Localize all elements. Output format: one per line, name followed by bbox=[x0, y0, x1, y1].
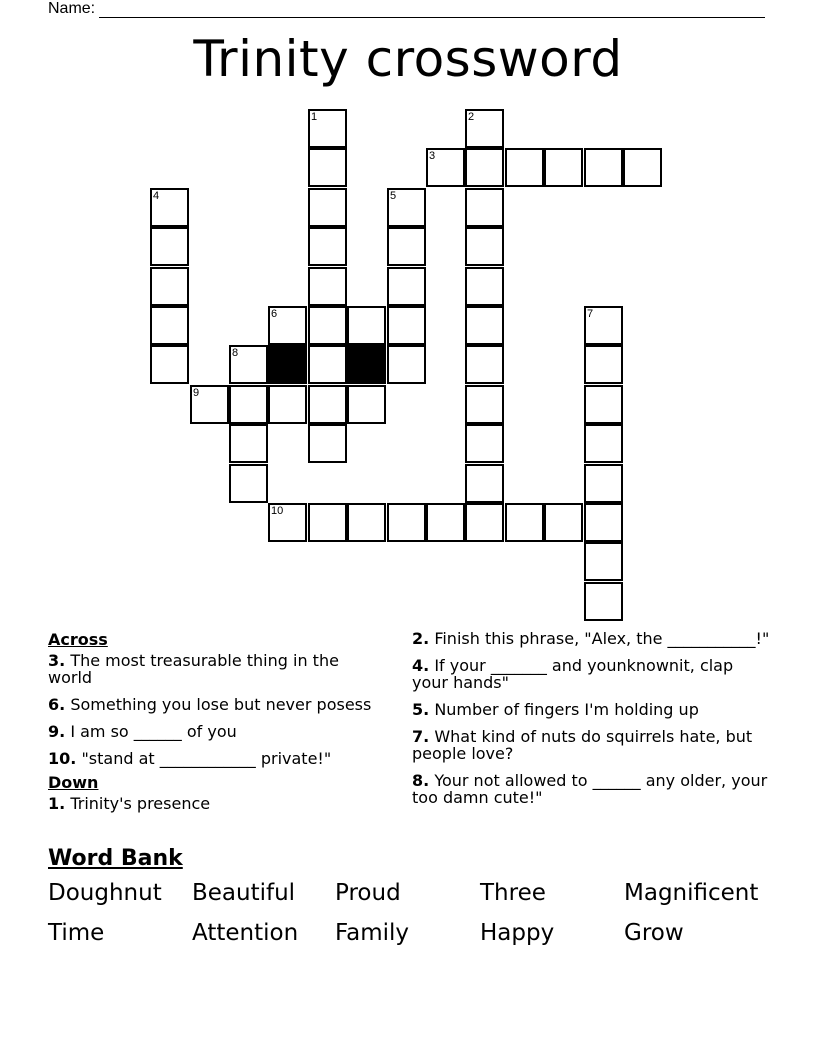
clue-number: 5. bbox=[412, 700, 430, 719]
crossword-cell[interactable] bbox=[268, 306, 307, 345]
crossword-block-cell bbox=[347, 345, 386, 384]
clue-number: 1. bbox=[48, 794, 66, 813]
crossword-cell[interactable] bbox=[584, 345, 623, 384]
crossword-cell[interactable] bbox=[584, 385, 623, 424]
cell-number: 9 bbox=[193, 387, 200, 399]
name-field[interactable] bbox=[48, 0, 765, 18]
clue-down-1 bbox=[48, 795, 388, 812]
clue-text: What kind of nuts do squirrels hate, but people love? bbox=[412, 727, 753, 763]
word-bank-item: Proud bbox=[335, 880, 401, 906]
crossword-cell[interactable] bbox=[268, 503, 307, 542]
clue-down-4 bbox=[412, 657, 772, 691]
crossword-cell[interactable] bbox=[465, 188, 504, 227]
clue-text: If your _______ and younknownit, clap your hands" bbox=[412, 656, 734, 692]
clue-text: Your not allowed to ______ any older, your too damn cute!" bbox=[412, 771, 768, 807]
clue-down-5 bbox=[412, 701, 772, 718]
crossword-cell[interactable] bbox=[387, 306, 426, 345]
cell-number: 6 bbox=[271, 308, 278, 320]
name-underline[interactable] bbox=[99, 3, 765, 18]
clue-number: 4. bbox=[412, 656, 430, 675]
crossword-cell[interactable] bbox=[465, 148, 504, 187]
crossword-cell[interactable] bbox=[308, 424, 347, 463]
clue-number: 3. bbox=[48, 651, 66, 670]
clue-down-8 bbox=[412, 772, 772, 806]
clues-right-column bbox=[412, 630, 772, 816]
crossword-cell[interactable] bbox=[229, 424, 268, 463]
clue-text: The most treasurable thing in the world bbox=[48, 651, 339, 687]
cell-number: 7 bbox=[587, 308, 594, 320]
crossword-cell[interactable] bbox=[308, 188, 347, 227]
clue-down-2 bbox=[412, 630, 772, 647]
crossword-cell[interactable] bbox=[505, 148, 544, 187]
crossword-cell[interactable] bbox=[426, 148, 465, 187]
word-bank-title: Word Bank bbox=[48, 846, 183, 871]
cell-number: 8 bbox=[232, 347, 239, 359]
crossword-cell[interactable] bbox=[465, 267, 504, 306]
crossword-cell[interactable] bbox=[465, 503, 504, 542]
crossword-cell[interactable] bbox=[229, 345, 268, 384]
clue-down-7 bbox=[412, 728, 772, 762]
word-bank-item: Three bbox=[480, 880, 546, 906]
cell-number: 1 bbox=[311, 111, 318, 123]
crossword-cell[interactable] bbox=[308, 385, 347, 424]
crossword-cell[interactable] bbox=[308, 306, 347, 345]
crossword-cell[interactable] bbox=[308, 345, 347, 384]
clue-text: I am so ______ of you bbox=[70, 722, 237, 741]
crossword-cell[interactable] bbox=[150, 188, 189, 227]
clue-text: "stand at ____________ private!" bbox=[81, 749, 332, 768]
crossword-cell[interactable] bbox=[150, 306, 189, 345]
crossword-cell[interactable] bbox=[584, 424, 623, 463]
clue-number: 8. bbox=[412, 771, 430, 790]
clue-number: 2. bbox=[412, 629, 430, 648]
word-bank-item: Grow bbox=[624, 920, 684, 946]
crossword-cell[interactable] bbox=[465, 306, 504, 345]
clue-text: Number of fingers I'm holding up bbox=[434, 700, 699, 719]
page-title: Trinity crossword bbox=[193, 30, 623, 88]
crossword-cell[interactable] bbox=[544, 148, 583, 187]
clue-across-9 bbox=[48, 723, 388, 740]
word-bank-item: Attention bbox=[192, 920, 299, 946]
crossword-cell[interactable] bbox=[150, 345, 189, 384]
crossword-cell[interactable] bbox=[465, 345, 504, 384]
clue-number: 6. bbox=[48, 695, 66, 714]
clue-number: 9. bbox=[48, 722, 66, 741]
clues-left-column bbox=[48, 630, 388, 822]
crossword-cell[interactable] bbox=[544, 503, 583, 542]
crossword-cell[interactable] bbox=[308, 227, 347, 266]
word-bank-item: Happy bbox=[480, 920, 555, 946]
clue-text: Trinity's presence bbox=[70, 794, 211, 813]
crossword-cell[interactable] bbox=[623, 148, 662, 187]
crossword-cell[interactable] bbox=[229, 464, 268, 503]
crossword-cell[interactable] bbox=[505, 503, 544, 542]
cell-number: 4 bbox=[153, 190, 160, 202]
crossword-cell[interactable] bbox=[190, 385, 229, 424]
word-bank bbox=[48, 880, 788, 946]
clue-across-3 bbox=[48, 652, 388, 686]
clue-across-10 bbox=[48, 750, 388, 767]
crossword-cell[interactable] bbox=[150, 267, 189, 306]
crossword-cell[interactable] bbox=[584, 582, 623, 621]
crossword-cell[interactable] bbox=[426, 503, 465, 542]
across-heading: Across bbox=[48, 630, 108, 649]
crossword-cell[interactable] bbox=[347, 385, 386, 424]
crossword-cell[interactable] bbox=[465, 227, 504, 266]
crossword-cell[interactable] bbox=[584, 542, 623, 581]
word-bank-item: Family bbox=[335, 920, 410, 946]
crossword-cell[interactable] bbox=[387, 227, 426, 266]
cell-number: 5 bbox=[390, 190, 397, 202]
crossword-cell[interactable] bbox=[584, 306, 623, 345]
word-bank-item: Magnificent bbox=[624, 880, 759, 906]
word-bank-item: Time bbox=[48, 920, 105, 946]
crossword-cell[interactable] bbox=[387, 188, 426, 227]
crossword-cell[interactable] bbox=[465, 109, 504, 148]
crossword-cell[interactable] bbox=[584, 464, 623, 503]
crossword-cell[interactable] bbox=[268, 385, 307, 424]
crossword-cell[interactable] bbox=[584, 503, 623, 542]
cell-number: 10 bbox=[271, 505, 284, 517]
crossword-cell[interactable] bbox=[347, 503, 386, 542]
clue-number: 10. bbox=[48, 749, 77, 768]
crossword-cell[interactable] bbox=[308, 148, 347, 187]
clue-number: 7. bbox=[412, 727, 430, 746]
crossword-cell[interactable] bbox=[308, 109, 347, 148]
clue-across-6 bbox=[48, 696, 388, 713]
crossword-cell[interactable] bbox=[150, 227, 189, 266]
cell-number: 2 bbox=[468, 111, 475, 123]
crossword-block-cell bbox=[268, 345, 307, 384]
crossword-cell[interactable] bbox=[387, 345, 426, 384]
down-heading: Down bbox=[48, 773, 99, 792]
crossword-cell[interactable] bbox=[465, 424, 504, 463]
crossword-cell[interactable] bbox=[584, 148, 623, 187]
crossword-cell[interactable] bbox=[308, 267, 347, 306]
word-bank-item: Beautiful bbox=[192, 880, 296, 906]
cell-number: 3 bbox=[429, 150, 436, 162]
clue-text: Something you lose but never posess bbox=[70, 695, 372, 714]
crossword-cell[interactable] bbox=[465, 385, 504, 424]
clue-text: Finish this phrase, "Alex, the ___________!" bbox=[434, 629, 770, 648]
word-bank-item: Doughnut bbox=[48, 880, 162, 906]
crossword-cell[interactable] bbox=[308, 503, 347, 542]
crossword-cell[interactable] bbox=[387, 267, 426, 306]
crossword-cell[interactable] bbox=[465, 464, 504, 503]
crossword-cell[interactable] bbox=[229, 385, 268, 424]
crossword-cell[interactable] bbox=[387, 503, 426, 542]
crossword-cell[interactable] bbox=[347, 306, 386, 345]
name-label: Name: bbox=[48, 0, 96, 17]
